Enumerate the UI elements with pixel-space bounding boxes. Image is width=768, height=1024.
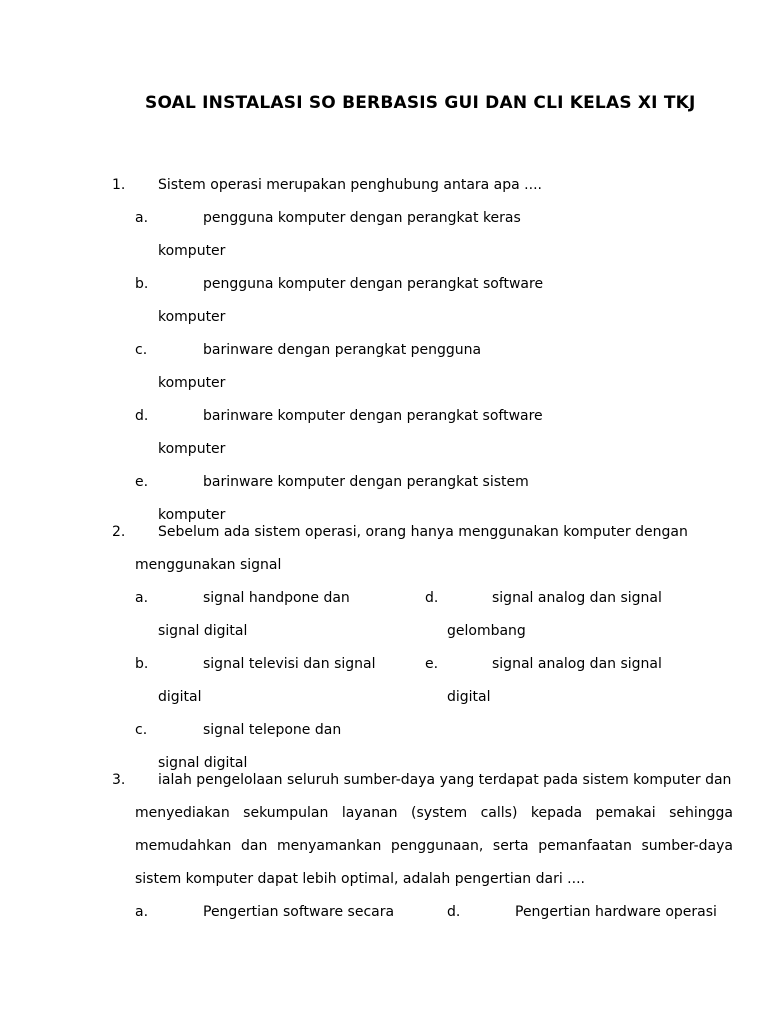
- option-letter: d.: [447, 904, 461, 920]
- option-letter: a.: [135, 210, 149, 226]
- option-text: signal analog dan signal: [492, 656, 662, 672]
- option-text: signal televisi dan signal: [203, 656, 376, 672]
- option-text-cont: signal digital: [158, 755, 248, 771]
- page-title: SOAL INSTALASI SO BERBASIS GUI DAN CLI KELAS XI TKJ: [145, 93, 696, 113]
- option-letter: e.: [135, 474, 149, 490]
- option-letter: a.: [135, 904, 149, 920]
- option-text: Pengertian software secara: [203, 904, 395, 920]
- option-text: barinware komputer dengan perangkat sistem: [203, 474, 529, 490]
- question-number: 3.: [112, 772, 126, 788]
- option-text: barinware komputer dengan perangkat software: [203, 408, 543, 424]
- option-text: signal analog dan signal: [492, 590, 662, 606]
- option-text-cont: signal digital: [158, 623, 248, 639]
- option-text-cont: komputer: [158, 243, 226, 259]
- option-letter: b.: [135, 276, 149, 292]
- option-letter: e.: [425, 656, 439, 672]
- option-text: Pengertian hardware operasi: [515, 904, 717, 920]
- question-text-cont: menggunakan signal: [135, 557, 282, 573]
- question-number: 1.: [112, 177, 126, 193]
- option-text: pengguna komputer dengan perangkat software: [203, 276, 544, 292]
- question-text: ialah pengelolaan seluruh sumber-daya yang terdapat pada sistem komputer dan: [158, 772, 732, 788]
- option-text-cont: komputer: [158, 375, 226, 391]
- option-letter: c.: [135, 722, 148, 738]
- option-text: pengguna komputer dengan perangkat keras: [203, 210, 521, 226]
- question-text-cont: sistem komputer dapat lebih optimal, adalah pengertian dari ....: [135, 871, 585, 887]
- option-text-cont: digital: [158, 689, 202, 705]
- option-text-cont: komputer: [158, 507, 226, 523]
- option-letter: a.: [135, 590, 149, 606]
- option-text: signal handpone dan: [203, 590, 350, 606]
- option-letter: d.: [425, 590, 439, 606]
- option-text: signal telepone dan: [203, 722, 342, 738]
- option-text: barinware dengan perangkat pengguna: [203, 342, 482, 358]
- option-text-cont: komputer: [158, 441, 226, 457]
- question-text: Sebelum ada sistem operasi, orang hanya menggunakan komputer dengan: [158, 524, 688, 540]
- option-letter: c.: [135, 342, 148, 358]
- option-text-cont: komputer: [158, 309, 226, 325]
- question-text-cont: memudahkan dan menyamankan penggunaan, serta pemanfaatan sumber-daya: [135, 838, 733, 854]
- question-text-cont: menyediakan sekumpulan layanan (system calls) kepada pemakai sehingga: [135, 805, 733, 821]
- option-letter: b.: [135, 656, 149, 672]
- option-letter: d.: [135, 408, 149, 424]
- option-text-cont: digital: [447, 689, 491, 705]
- question-text: Sistem operasi merupakan penghubung antara apa ....: [158, 177, 542, 193]
- question-number: 2.: [112, 524, 126, 540]
- option-text-cont: gelombang: [447, 623, 526, 639]
